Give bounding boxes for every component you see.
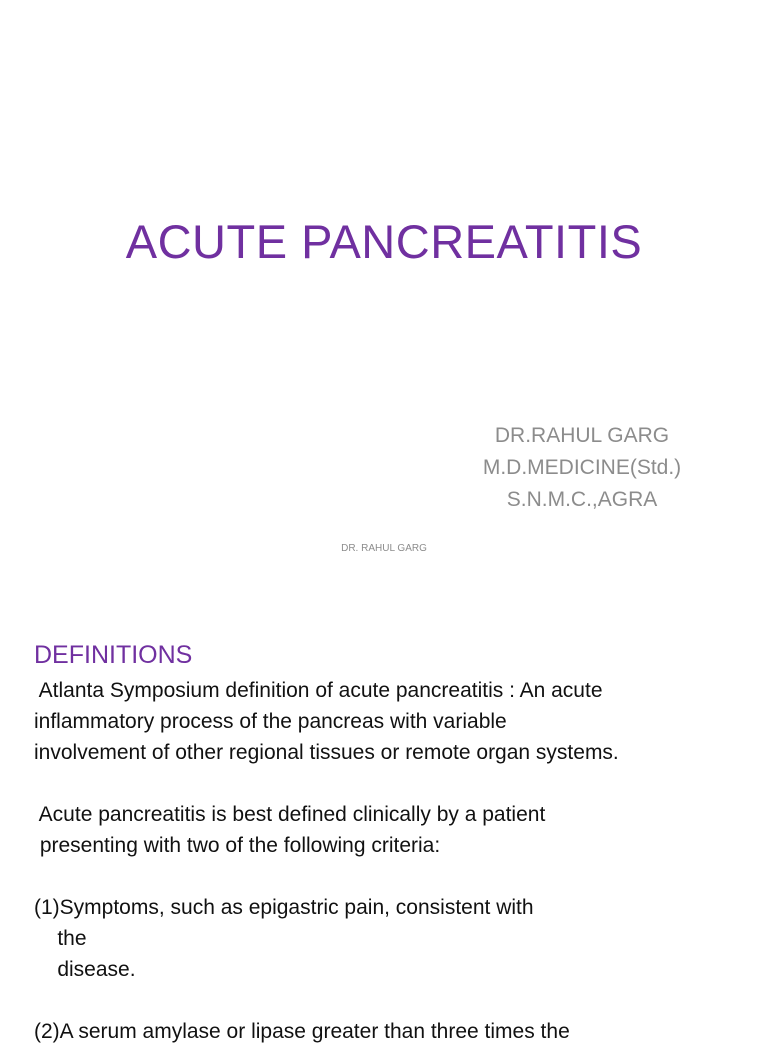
- body-line: [34, 985, 734, 1016]
- body-line: (1)Symptoms, such as epigastric pain, consistent with: [34, 896, 534, 919]
- slide-title: ACUTE PANCREATITIS: [125, 215, 643, 268]
- body-line: involvement of other regional tissues or remote organ systems.: [34, 741, 619, 764]
- body-line: [34, 861, 734, 892]
- author-name: DR.RAHUL GARG: [494, 424, 670, 447]
- author-degree: M.D.MEDICINE(Std.): [482, 456, 682, 479]
- body-line: (2)A serum amylase or lipase greater than three times the: [34, 1020, 570, 1043]
- author-institution: S.N.M.C.,AGRA: [506, 488, 658, 511]
- body-line: disease.: [34, 958, 136, 981]
- body-line: [34, 768, 734, 799]
- body-line: inflammatory process of the pancreas with variable: [34, 710, 507, 733]
- definitions-heading: DEFINITIONS: [34, 641, 193, 669]
- body-line: the: [34, 927, 87, 950]
- body-line: presenting with two of the following criteria:: [34, 834, 441, 857]
- author-block: [462, 420, 702, 516]
- definitions-body: [34, 675, 734, 1047]
- body-line: Acute pancreatitis is best defined clinically by a patient: [34, 803, 546, 826]
- body-line: Atlanta Symposium definition of acute pancreatitis : An acute: [34, 679, 603, 702]
- definitions-slide: [0, 576, 768, 1043]
- slide-footer: DR. RAHUL GARG: [341, 543, 427, 554]
